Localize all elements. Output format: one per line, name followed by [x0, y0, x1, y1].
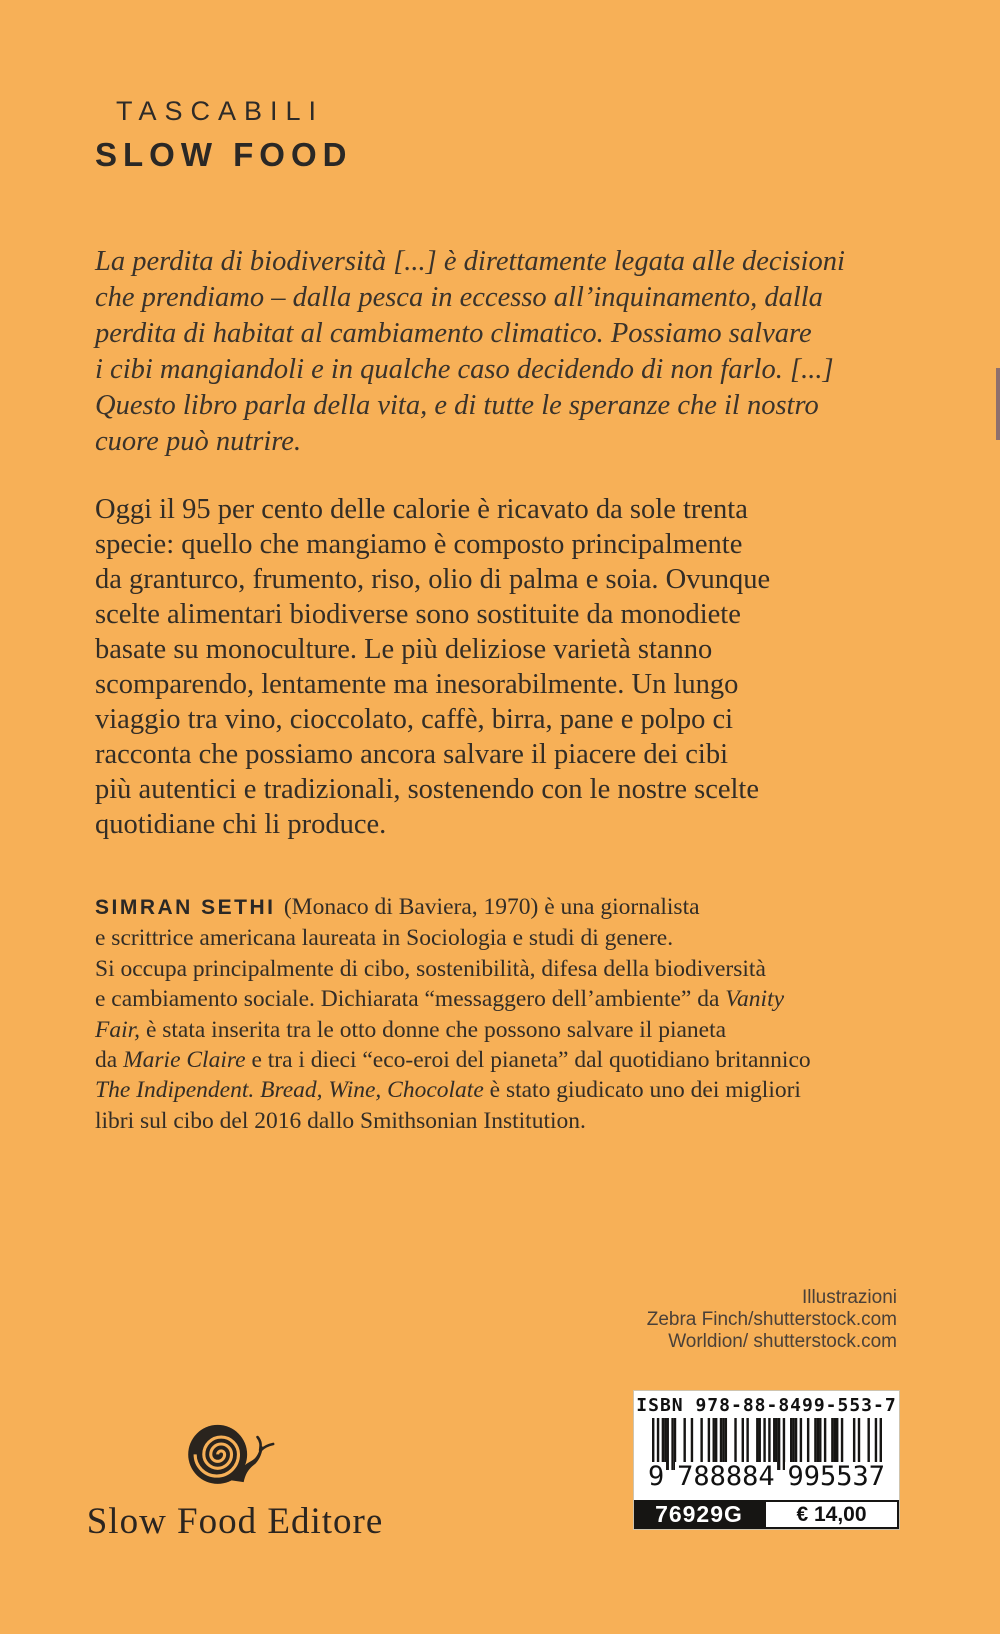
quote-paragraph: [95, 244, 875, 460]
text-line: viaggio tra vino, cioccolato, caffè, birra, pane e polpo ci: [95, 704, 734, 735]
illustration-credits: [647, 1287, 897, 1353]
barcode-digits: [646, 1462, 887, 1492]
text-line: basate su monoculture. Le più deliziose varietà stanno: [95, 634, 713, 665]
edition-code: 76929G: [634, 1500, 764, 1529]
barcode-digit-group: 995537: [787, 1461, 885, 1492]
text-line: Questo libro parla della vita, e di tutte le speranze che il nostro: [95, 390, 819, 421]
text-line: Fair, è stata inserita tra le otto donne che possono salvare il pianeta: [95, 1016, 727, 1043]
text-line: Zebra Finch/shutterstock.com: [646, 1309, 897, 1330]
barcode-digit-group: 788884: [677, 1461, 775, 1492]
barcode-strip: [634, 1500, 899, 1529]
isbn-barcode: [633, 1390, 900, 1530]
text-line: Worldion/ shutterstock.com: [668, 1331, 897, 1352]
text-line: Si occupa principalmente di cibo, sostenibilità, difesa della biodiversità: [95, 955, 766, 982]
text-line: Oggi il 95 per cento delle calorie è ricavato da sole trenta: [95, 494, 748, 525]
publisher-title: SLOW FOOD: [95, 136, 353, 173]
text-line: che prendiamo – dalla pesca in eccesso all’inquinamento, dalla: [95, 282, 823, 313]
author-bio: [95, 892, 905, 1136]
text-line: e scrittrice americana laureata in Sociologia e studi di genere.: [95, 925, 674, 952]
series-title: TASCABILI: [116, 96, 325, 126]
text-line: cuore può nutrire.: [95, 426, 302, 457]
text-line: scelte alimentari biodiverse sono sostituite da monodiete: [95, 599, 741, 630]
text-line: e cambiamento sociale. Dichiarata “messaggero dell’ambiente” da Vanity: [95, 986, 785, 1013]
snail-icon: [75, 1418, 395, 1496]
description-paragraph: [95, 492, 875, 842]
barcode-digit-group: 9: [648, 1461, 665, 1492]
text-line: racconta che possiamo ancora salvare il piacere dei cibi: [95, 739, 729, 770]
text-line: specie: quello che mangiamo è composto principalmente: [95, 529, 743, 560]
text-line: più autentici e tradizionali, sostenendo con le nostre scelte: [95, 774, 759, 805]
publisher-logo: [75, 1418, 395, 1543]
text-line: da Marie Claire e tra i dieci “eco-eroi del pianeta” dal quotidiano britannico: [95, 1047, 811, 1074]
barcode-bars: [646, 1418, 887, 1496]
text-line: i cibi mangiandoli e in qualche caso decidendo di non farlo. [...]: [95, 354, 834, 385]
text-line: da granturco, frumento, riso, olio di palma e soia. Ovunque: [95, 564, 771, 595]
text-line: Illustrazioni: [801, 1287, 897, 1308]
text-line: quotidiane chi li produce.: [95, 809, 387, 840]
text-line: scomparendo, lentamente ma inesorabilmente. Un lungo: [95, 669, 739, 700]
publisher-name: Slow Food Editore: [86, 1501, 384, 1542]
text-line: La perdita di biodiversità [...] è direttamente legata alle decisioni: [95, 246, 845, 277]
text-line: libri sul cibo del 2016 dallo Smithsonian Institution.: [95, 1107, 586, 1134]
text-line: perdita di habitat al cambiamento climatico. Possiamo salvare: [95, 318, 812, 349]
isbn-label: ISBN 978-88-8499-553-7: [636, 1395, 897, 1416]
price: € 14,00: [764, 1500, 899, 1529]
text-line: The Indipendent. Bread, Wine, Chocolate è stato giudicato uno dei migliori: [95, 1077, 801, 1104]
text-line: SIMRAN SETHI (Monaco di Baviera, 1970) è una giornalista: [95, 894, 700, 920]
page-edge-mark: [996, 368, 1000, 440]
